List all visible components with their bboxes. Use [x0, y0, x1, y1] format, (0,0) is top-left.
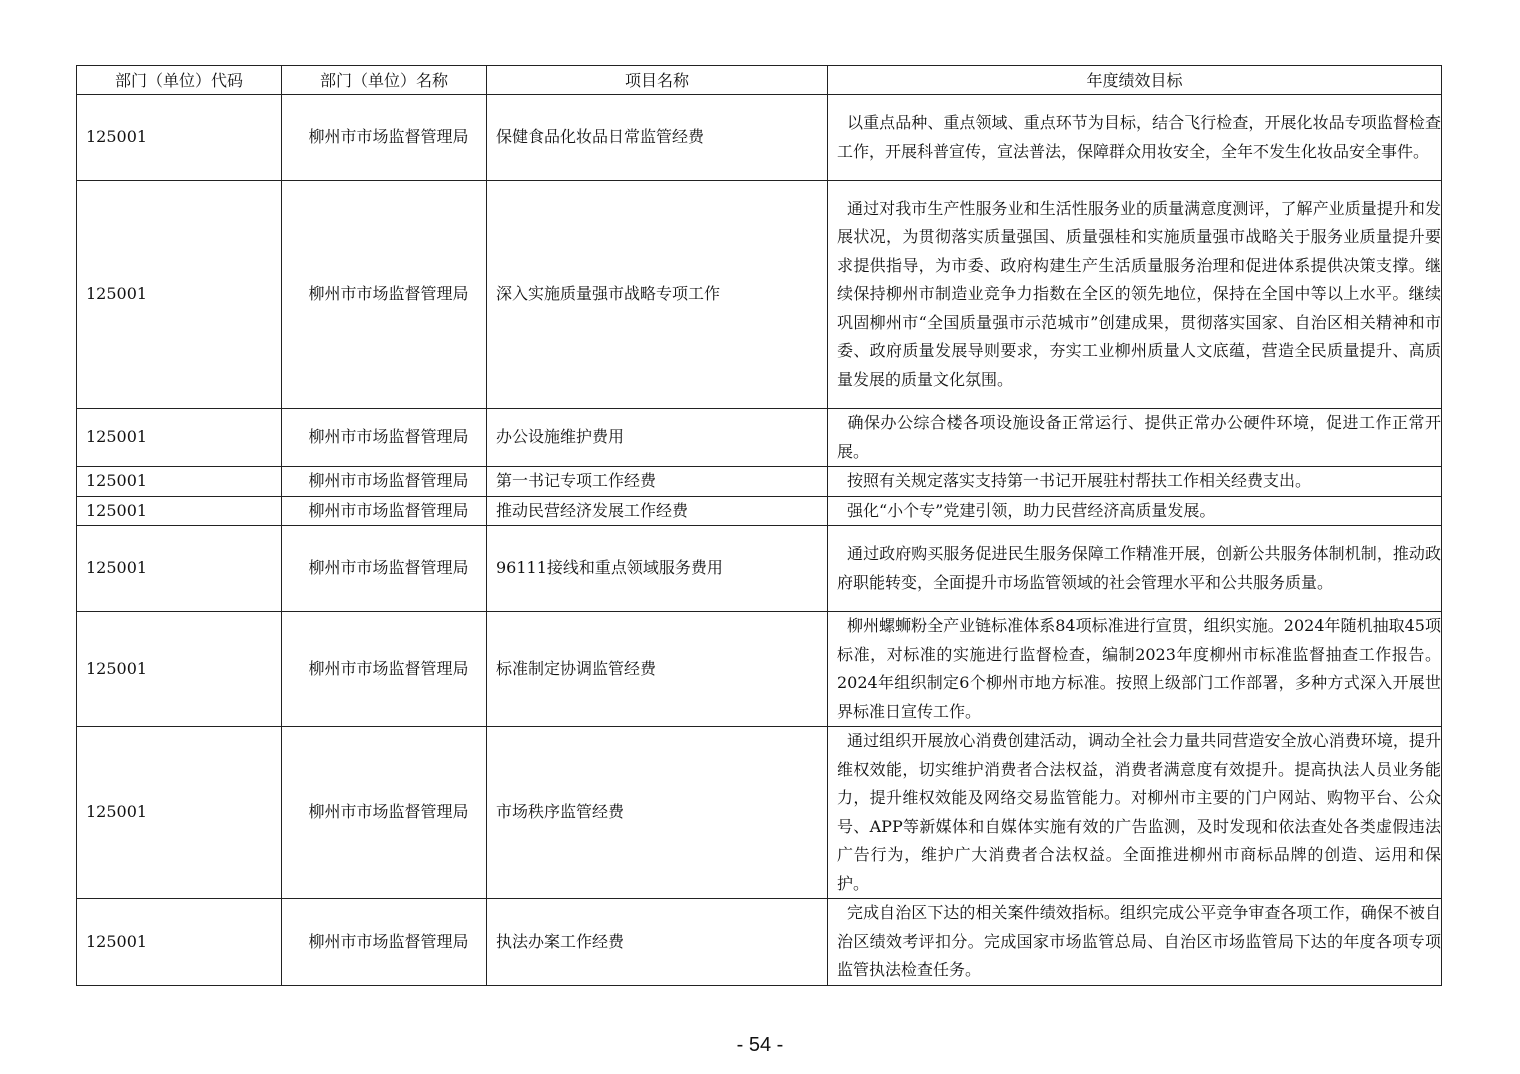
cell-annual-goal	[828, 95, 1442, 181]
table-row	[77, 612, 1442, 727]
cell-annual-goal	[828, 467, 1442, 497]
goal-text: 通过政府购买服务促进民生服务保障工作精准开展，创新公共服务体制机制，推动政府职能转变，全面提升市场监管领域的社会管理水平和公共服务质量。	[837, 544, 1441, 592]
cell-unit-name: 柳州市市场监督管理局	[282, 899, 487, 986]
cell-annual-goal	[828, 612, 1442, 727]
cell-unit-code: 125001	[77, 727, 282, 899]
cell-unit-code: 125001	[77, 409, 282, 467]
cell-project-name: 办公设施维护费用	[487, 409, 828, 467]
goal-text: 通过组织开展放心消费创建活动，调动全社会力量共同营造安全放心消费环境，提升维权效能，切实维护消费者合法权益，消费者满意度有效提升。提高执法人员业务能力，提升维权效能及网络交易监管能力。对柳州市主要的门户网站、购物平台、公众号、APP等新媒体和自媒体实施有效的广告监测，及时发现和依法查处各类虚假违法广告行为，维护广大消费者合法权益。全面推进柳州市商标品牌的创造、运用和保护。	[837, 731, 1441, 893]
cell-annual-goal	[828, 899, 1442, 986]
cell-project-name: 深入实施质量强市战略专项工作	[487, 181, 828, 409]
cell-unit-name: 柳州市市场监督管理局	[282, 181, 487, 409]
table-row	[77, 526, 1442, 612]
header-unit-code: 部门（单位）代码	[77, 66, 282, 95]
header-annual-goal: 年度绩效目标	[828, 66, 1442, 95]
cell-unit-code: 125001	[77, 467, 282, 497]
table-row	[77, 181, 1442, 409]
cell-unit-code: 125001	[77, 181, 282, 409]
page-number: - 54 -	[736, 1034, 784, 1056]
cell-annual-goal	[828, 526, 1442, 612]
header-project-name: 项目名称	[487, 66, 828, 95]
cell-project-name: 市场秩序监管经费	[487, 727, 828, 899]
cell-annual-goal	[828, 496, 1442, 526]
cell-unit-name: 柳州市市场监督管理局	[282, 727, 487, 899]
cell-project-name: 标准制定协调监管经费	[487, 612, 828, 727]
cell-unit-code: 125001	[77, 899, 282, 986]
cell-annual-goal	[828, 181, 1442, 409]
cell-unit-name: 柳州市市场监督管理局	[282, 526, 487, 612]
goal-text: 以重点品种、重点领域、重点环节为目标，结合飞行检查，开展化妆品专项监督检查工作，开展科普宣传，宣法普法，保障群众用妆安全，全年不发生化妆品安全事件。	[837, 113, 1441, 161]
cell-unit-code: 125001	[77, 612, 282, 727]
goal-text: 按照有关规定落实支持第一书记开展驻村帮扶工作相关经费支出。	[847, 471, 1312, 490]
cell-project-name: 保健食品化妆品日常监管经费	[487, 95, 828, 181]
goal-text: 完成自治区下达的相关案件绩效指标。组织完成公平竞争审查各项工作，确保不被自治区绩效考评扣分。完成国家市场监管总局、自治区市场监管局下达的年度各项专项监管执法检查任务。	[837, 903, 1441, 979]
table-row	[77, 95, 1442, 181]
cell-project-name: 推动民营经济发展工作经费	[487, 496, 828, 526]
cell-project-name: 96111接线和重点领域服务费用	[487, 526, 828, 612]
goal-text: 柳州螺蛳粉全产业链标准体系84项标准进行宣贯，组织实施。2024年随机抽取45项标准，对标准的实施进行监督检查，编制2023年度柳州市标准监督抽查工作报告。2024年组织制定6个柳州市地方标准。按照上级部门工作部署，多种方式深入开展世界标准日宣传工作。	[837, 616, 1441, 721]
cell-unit-name: 柳州市市场监督管理局	[282, 612, 487, 727]
cell-unit-code: 125001	[77, 496, 282, 526]
cell-annual-goal	[828, 727, 1442, 899]
header-unit-name: 部门（单位）名称	[282, 66, 487, 95]
cell-unit-code: 125001	[77, 95, 282, 181]
cell-unit-name: 柳州市市场监督管理局	[282, 95, 487, 181]
table-row	[77, 899, 1442, 986]
cell-project-name: 执法办案工作经费	[487, 899, 828, 986]
cell-unit-name: 柳州市市场监督管理局	[282, 467, 487, 497]
cell-unit-name: 柳州市市场监督管理局	[282, 409, 487, 467]
goal-text: 通过对我市生产性服务业和生活性服务业的质量满意度测评，了解产业质量提升和发展状况，为贯彻落实质量强国、质量强桂和实施质量强市战略关于服务业质量提升要求提供指导，为市委、政府构建生产生活质量服务治理和促进体系提供决策支撑。继续保持柳州市制造业竞争力指数在全区的领先地位，保持在全国中等以上水平。继续巩固柳州市“全国质量强市示范城市”创建成果，贯彻落实国家、自治区相关精神和市委、政府质量发展导则要求，夯实工业柳州质量人文底蕴，营造全民质量提升、高质量发展的质量文化氛围。	[837, 198, 1441, 389]
goal-text: 强化“小个专”党建引领，助力民营经济高质量发展。	[847, 500, 1216, 520]
table-row	[77, 496, 1442, 526]
goal-text: 确保办公综合楼各项设施设备正常运行、提供正常办公硬件环境，促进工作正常开展。	[837, 413, 1441, 461]
table-row	[77, 409, 1442, 467]
performance-goals-table	[76, 65, 1442, 986]
cell-unit-name: 柳州市市场监督管理局	[282, 496, 487, 526]
table-row	[77, 467, 1442, 497]
cell-annual-goal	[828, 409, 1442, 467]
cell-unit-code: 125001	[77, 526, 282, 612]
table-row	[77, 727, 1442, 899]
cell-project-name: 第一书记专项工作经费	[487, 467, 828, 497]
table-header-row	[77, 66, 1442, 95]
